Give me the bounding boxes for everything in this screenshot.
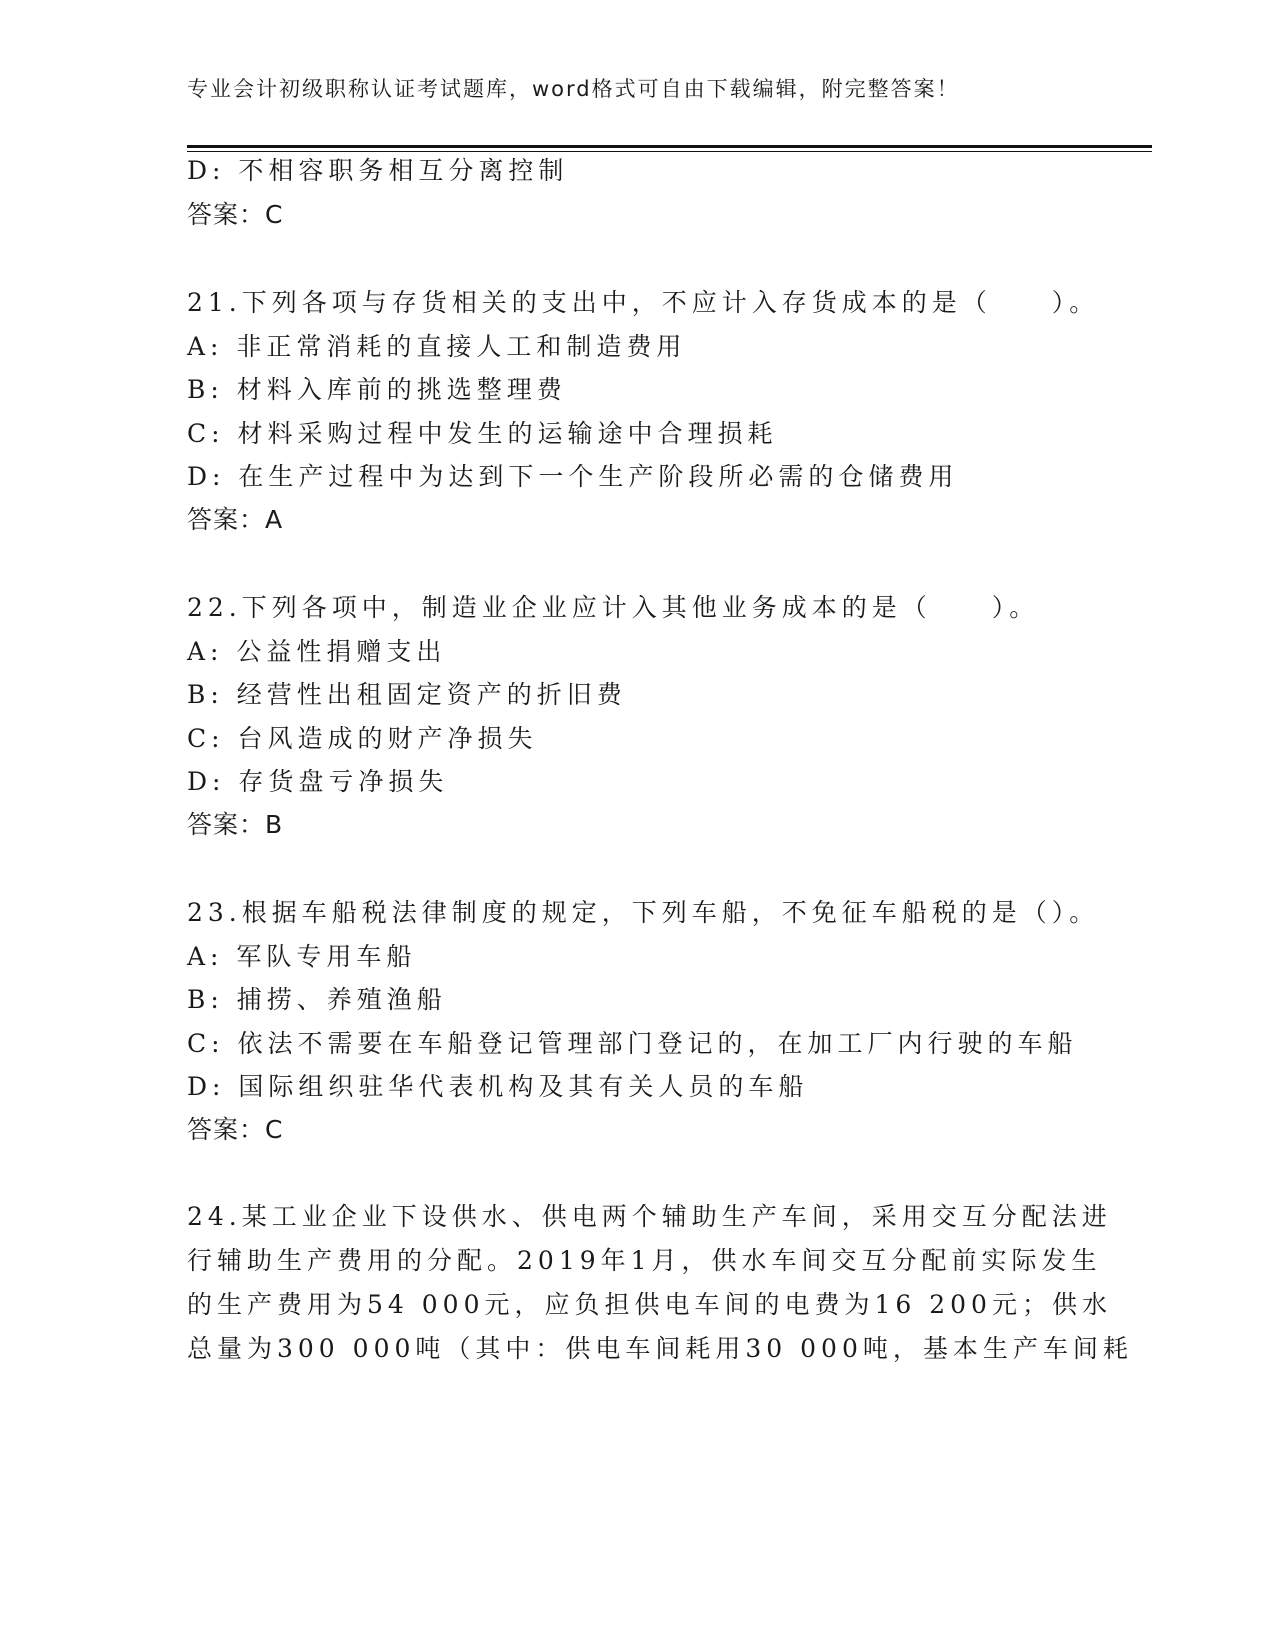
option-a: A: 军队专用车船 (187, 942, 417, 971)
option-d: D: 存货盘亏净损失 (187, 767, 449, 796)
option-d: D: 在生产过程中为达到下一个生产阶段所必需的仓储费用 (187, 462, 959, 491)
page-header: 专业会计初级职称认证考试题库，word格式可自由下载编辑，附完整答案！ (187, 77, 960, 101)
answer: 答案：C (187, 1115, 284, 1144)
option-c: C: 台风造成的财产净损失 (187, 724, 538, 753)
answer: 答案：B (187, 810, 284, 839)
option-c: C: 依法不需要在车船登记管理部门登记的，在加工厂内行驶的车船 (187, 1029, 1078, 1058)
option-b: B: 经营性出租固定资产的折旧费 (187, 680, 627, 709)
question-stem: 23.根据车船税法律制度的规定，下列车船，不免征车船税的是（）。 (187, 898, 1100, 927)
option-c: C: 材料采购过程中发生的运输途中合理损耗 (187, 419, 778, 448)
question-stem-line-4: 总量为300 000吨（其中：供电车间耗用30 000吨，基本生产车间耗 (187, 1334, 1133, 1363)
answer: 答案：A (187, 505, 284, 534)
option-d: D: 国际组织驻华代表机构及其有关人员的车船 (187, 1072, 809, 1101)
option-a: A: 非正常消耗的直接人工和制造费用 (187, 332, 687, 361)
question-stem-line-1: 24.某工业企业下设供水、供电两个辅助生产车间，采用交互分配法进 (187, 1202, 1112, 1231)
question-stem: 22.下列各项中，制造业企业应计入其他业务成本的是（ ）。 (187, 593, 1040, 622)
header-rule-thick (187, 145, 1152, 148)
answer: 答案：C (187, 200, 284, 229)
option-b: B: 捕捞、养殖渔船 (187, 985, 447, 1014)
option-d: D: 不相容职务相互分离控制 (187, 156, 569, 185)
option-b: B: 材料入库前的挑选整理费 (187, 375, 567, 404)
question-stem-line-2: 行辅助生产费用的分配。2019年1月，供水车间交互分配前实际发生 (187, 1246, 1102, 1275)
question-stem: 21.下列各项与存货相关的支出中，不应计入存货成本的是（ ）。 (187, 288, 1100, 317)
question-stem-line-3: 的生产费用为54 000元，应负担供电车间的电费为16 200元；供水 (187, 1290, 1112, 1319)
option-a: A: 公益性捐赠支出 (187, 637, 447, 666)
